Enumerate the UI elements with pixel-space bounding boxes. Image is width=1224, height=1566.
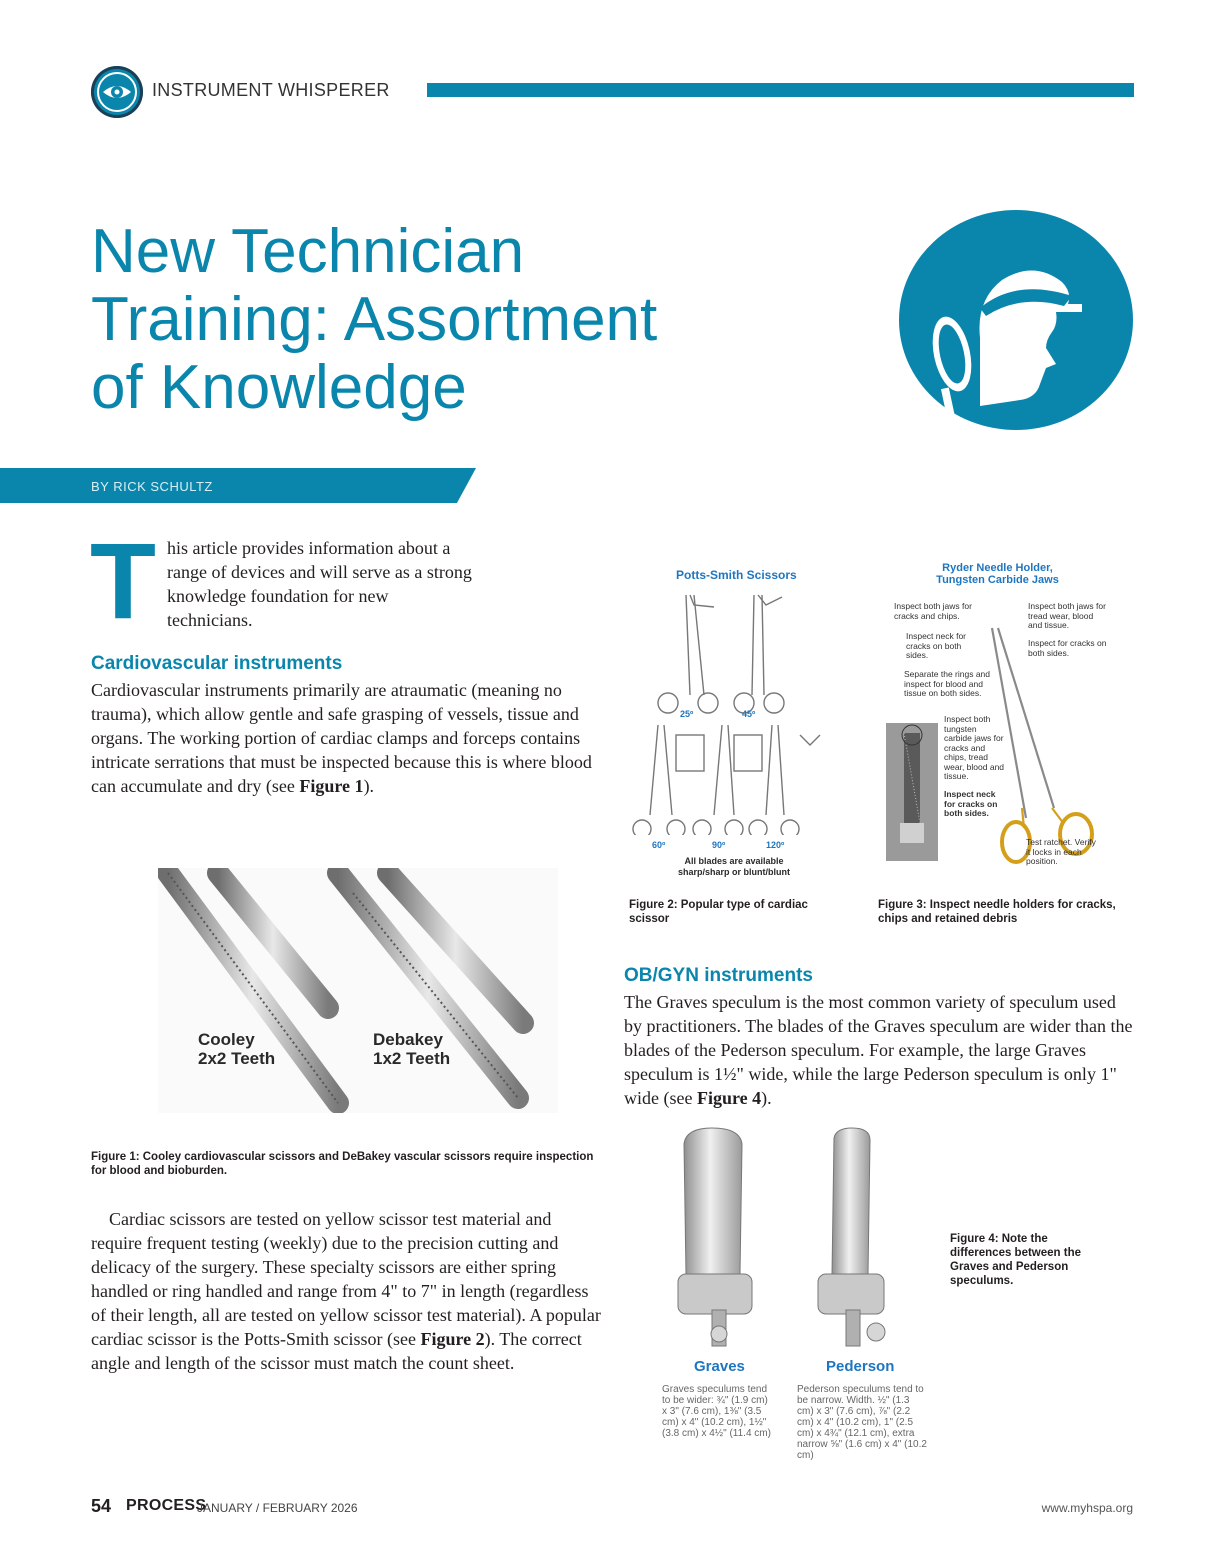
figure-label: 2x2 Teeth — [198, 1049, 276, 1068]
page-number: 54 — [91, 1496, 112, 1516]
angle-label: 45º — [742, 709, 756, 719]
figure-1-caption: Figure 1: Cooley cardiovascular scissors and DeBakey vascular scissors require inspection for blood and bioburden. — [91, 1151, 594, 1177]
article-title — [91, 218, 791, 422]
title-line: Training: Assortment — [91, 285, 658, 354]
callout: Inspect both jaws for cracks and chips. — [894, 601, 972, 621]
figure-2-caption: Figure 2: Popular type of cardiac scissor — [629, 899, 808, 925]
issue-date: JANUARY / FEBRUARY 2026 — [197, 1501, 358, 1515]
graves-description: Graves speculums tend to be wider: ¾" (1.9 cm) x 3" (7.6 cm), 1⅜" (3.5 cm) x 4" (10.2 cm), 1½" (3.8 cm) x 4½" (11.4 cm) — [662, 1384, 771, 1439]
whisperer-emblem — [896, 208, 1136, 436]
figure-4-image — [656, 1124, 936, 1484]
callout: Inspect for cracks on both sides. — [1028, 638, 1107, 658]
figure-note: sharp/sharp or blunt/blunt — [678, 867, 790, 877]
section-label: INSTRUMENT WHISPERER — [152, 80, 390, 100]
angle-label: 90º — [712, 840, 726, 850]
figure-4-caption: Figure 4: Note the differences between the Graves and Pederson speculums. — [950, 1233, 1082, 1287]
text-run: ). — [363, 776, 375, 796]
figure-label: 1x2 Teeth — [373, 1049, 451, 1068]
text-run: Cardiovascular instruments primarily are atraumatic (meaning no trauma), which allow gentle and safe grasping of vessels, tissue and organs. The working portion of cardiac clamps and forceps contains intricate serrations that must be inspected because this is where blood can accumulate and dry (see — [91, 680, 592, 796]
jaw-closeup — [886, 723, 938, 861]
body-paragraph — [91, 1207, 601, 1375]
figure-ref: Figure 2 — [420, 1329, 485, 1349]
figure-1-image — [158, 868, 558, 1113]
figure-title: Tungsten Carbide Jaws — [936, 574, 1059, 586]
figure-label: Pederson — [826, 1358, 895, 1375]
figure-note: All blades are available — [684, 856, 784, 866]
drop-cap: T — [90, 520, 156, 641]
callout: Inspect neck for cracks on both sides. — [944, 789, 998, 818]
figure-title: Potts-Smith Scissors — [676, 568, 797, 582]
figure-3-image — [880, 558, 1110, 878]
intro-paragraph: his article provides information about a range of devices and will serve as a strong knowledge foundation for new technicians. — [167, 538, 472, 630]
section-heading: Cardiovascular instruments — [91, 653, 343, 674]
body-paragraph — [91, 678, 601, 798]
callout: Inspect both jaws for tread wear, blood and tissue. — [1028, 601, 1106, 630]
text-run: The Graves speculum is the most common variety of speculum used by practitioners. The blades of the Graves speculum are wider than the blades of the Pederson speculum. For example, the large Graves speculum is 1½" wide, while the large Pederson speculum is only 1" wide (see — [624, 992, 1133, 1108]
byline-bar — [0, 468, 476, 503]
figure-3-caption: Figure 3: Inspect needle holders for cracks, chips and retained debris — [878, 899, 1116, 925]
text-run: Cardiac scissors are tested on yellow scissor test material and require frequent testing (weekly) due to the precision cutting and delicacy of the surgery. These specialty scissors are either spring handled or ring handled and range from 4" to 7" in length (regardless of their length, all are tested on yellow scissor test material). A popular cardiac scissor is the Potts-Smith scissor (see — [91, 1209, 601, 1349]
figure-label: Graves — [694, 1358, 745, 1375]
text-run: ). The correct angle and length of the scissor must match the count sheet. — [91, 1329, 582, 1373]
callout: Test ratchet. Verify it locks in each position. — [1026, 837, 1096, 866]
angle-label: 25º — [680, 709, 694, 719]
angle-label: 60º — [652, 840, 666, 850]
figure-ref: Figure 1 — [299, 776, 364, 796]
callout: Inspect neck for cracks on both sides. — [906, 631, 967, 660]
pederson-description: Pederson speculums tend to be narrow. Width. ½" (1.3 cm) x 3" (7.6 cm), ⅞" (2.2 cm) x 4" (10.2 cm), 1" (2.5 cm) x 4¾" (12.1 cm), extra narrow ⅝" (1.6 cm) x 4" (10.2 cm) — [797, 1384, 927, 1461]
figure-2-image — [624, 560, 844, 880]
section-heading: OB/GYN instruments — [624, 965, 813, 986]
title-line: of Knowledge — [91, 353, 467, 422]
figure-title: Ryder Needle Holder, — [942, 562, 1053, 574]
figure-ref: Figure 4 — [696, 1088, 762, 1108]
text-run: ). — [761, 1088, 772, 1108]
figure-label: Debakey — [373, 1030, 443, 1049]
angle-label: 120º — [766, 840, 785, 850]
title-line: New Technician — [91, 217, 525, 286]
header-rule — [427, 83, 1134, 97]
figure-label: Cooley — [198, 1030, 255, 1049]
magazine-name: PROCESS — [126, 1497, 207, 1514]
eye-icon — [91, 66, 143, 118]
body-paragraph — [624, 990, 1136, 1110]
callout: Inspect both tungsten carbide jaws for cracks and chips, tread wear, blood and tissue. — [944, 714, 1005, 781]
byline: BY RICK SCHULTZ — [91, 479, 213, 494]
website-link[interactable]: www.myhspa.org — [1041, 1501, 1133, 1515]
callout: Separate the rings and inspect for blood and tissue on both sides. — [904, 669, 991, 698]
